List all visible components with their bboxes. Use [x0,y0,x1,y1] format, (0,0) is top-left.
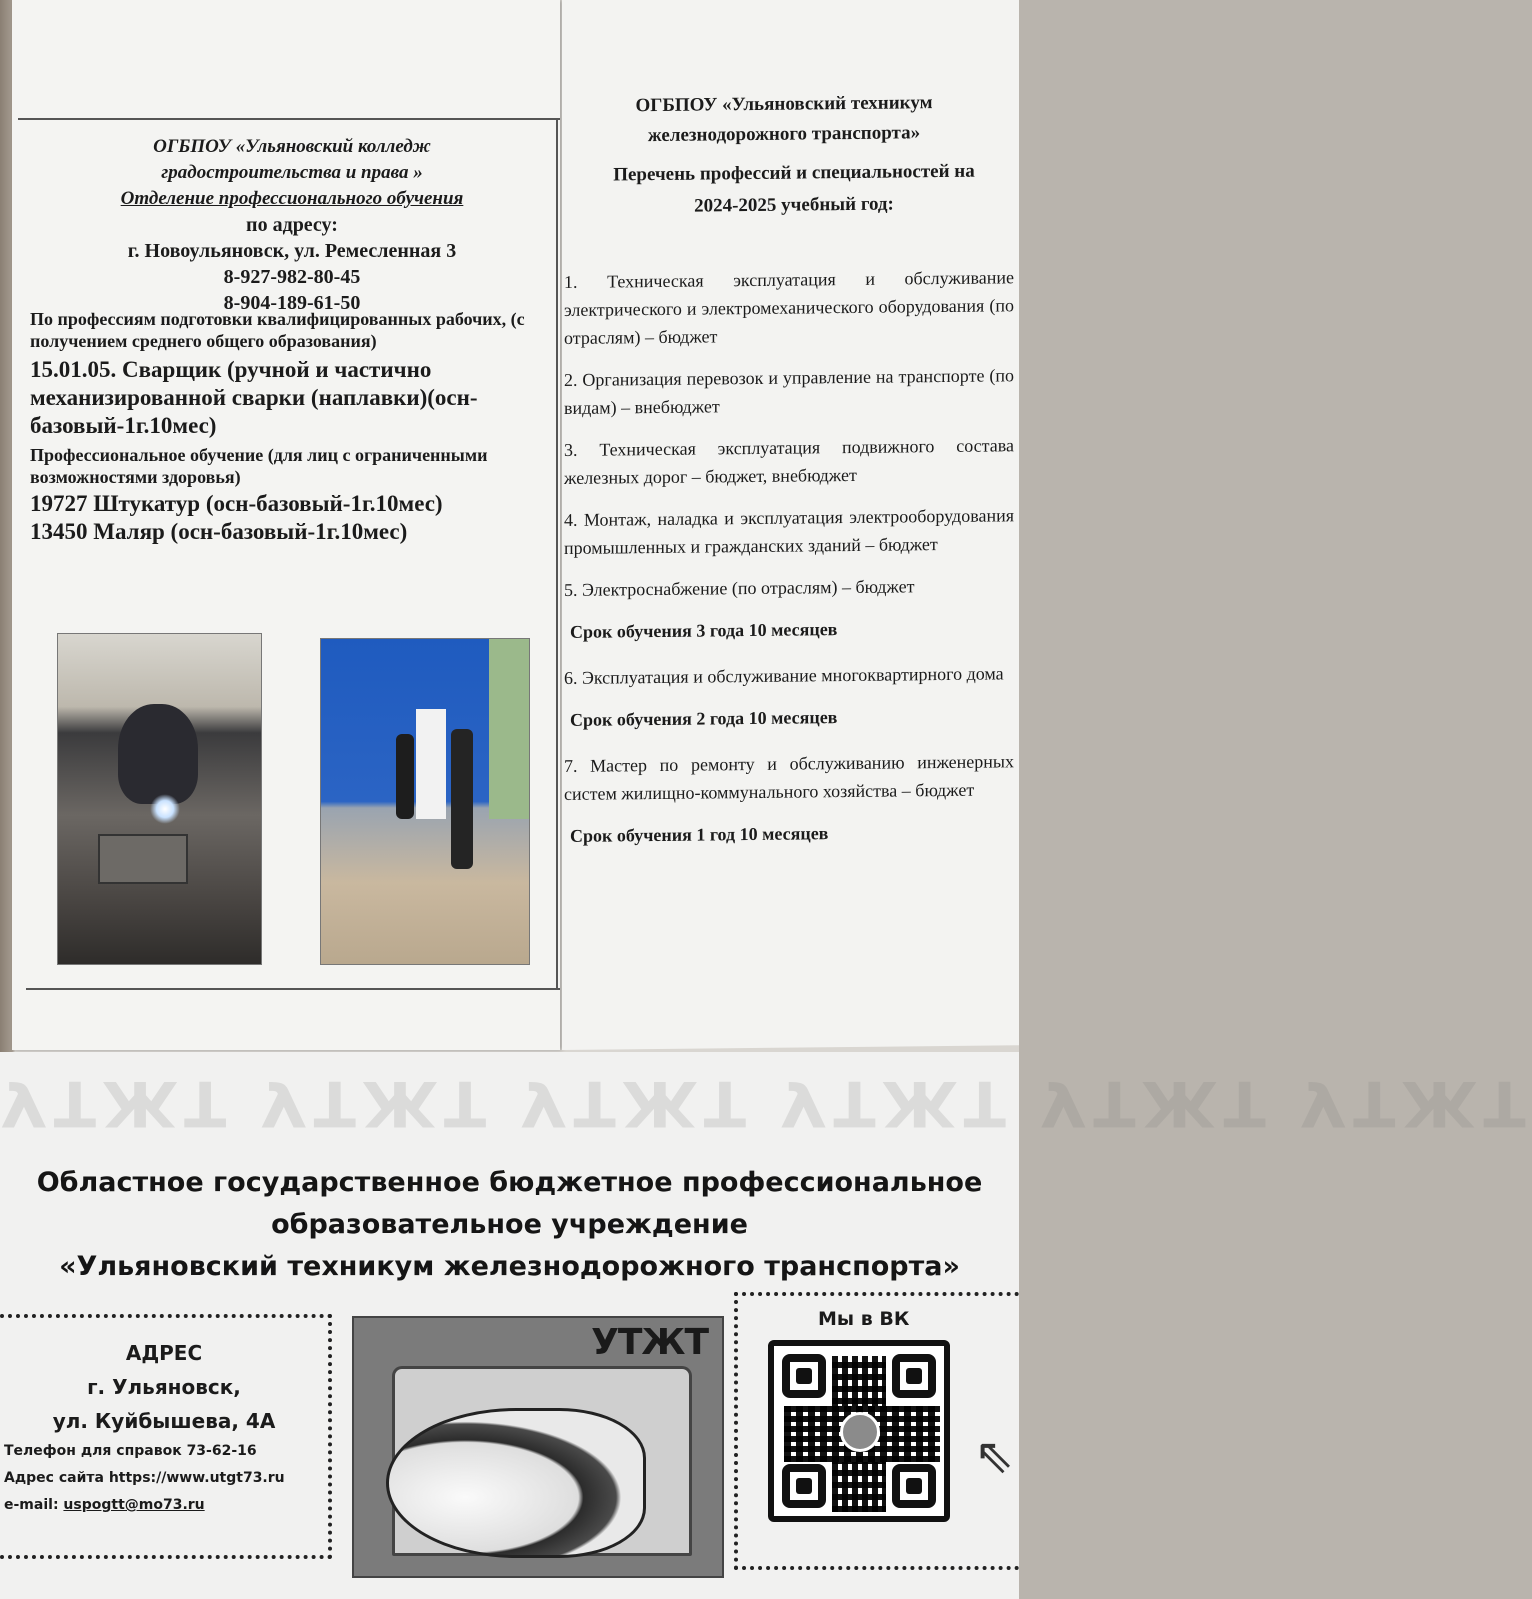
college-name-line-1: ОГБПОУ «Ульяновский колледж [153,136,431,157]
address-street: ул. Куйбышева, 4А [52,1409,276,1433]
email-link[interactable]: uspogtt@mo73.ru [63,1497,205,1513]
left-flyer-body [30,308,550,546]
address-city: г. Ульяновск, [87,1375,241,1399]
vk-box [734,1292,1019,1570]
list-item: 6. Эксплуатация и обслуживание многоквартирного дома [564,663,1004,688]
qr-finder [892,1354,936,1398]
address-heading: АДРЕС [125,1341,203,1365]
qr-finder [782,1354,826,1398]
logo-text: УТЖТ [591,1322,708,1363]
painting-photo [320,638,530,965]
title-line-1: Областное государственное бюджетное профессиональное [36,1167,983,1198]
easel [416,709,446,819]
window [489,639,529,819]
email-info [0,1492,328,1519]
address-box [0,1314,332,1559]
qr-center-logo [840,1412,880,1452]
bottom-flyer [0,1052,1532,1599]
student-figure [396,734,414,819]
address: г. Новоульяновск, ул. Ремесленная 3 [127,240,457,262]
title-line-2: образовательное учреждение [271,1209,748,1240]
training-note: Профессиональное обучение (для лиц с ограниченными возможностями здоровья) [30,445,488,487]
vk-label: Мы в ВК [818,1308,910,1330]
divider [556,118,558,988]
email-label: e-mail: [4,1497,64,1513]
list-item: 7. Мастер по ремонту и обслуживанию инженерных систем жилищно-коммунального хозяйства – бюджет [564,751,1014,804]
welding-photo [57,633,262,965]
study-term: Срок обучения 2 года 10 месяцев [570,707,838,730]
list-item: 2. Организация перевозок и управление на транспорте (по видам) – внебюджет [564,365,1014,418]
intro-text: По профессиям подготовки квалифицированных рабочих, (с получением среднего общего образования) [30,309,525,351]
left-flyer-header [32,134,552,316]
qr-finder [782,1464,826,1508]
qr-finder [892,1464,936,1508]
phone-1: 8-927-982-80-45 [223,266,361,288]
phone-info: Телефон для справок 73-62-16 [4,1443,257,1459]
right-flyer [562,0,1019,1050]
welding-helmet [118,704,198,804]
study-term: Срок обучения 3 года 10 месяцев [570,619,838,642]
department-name: Отделение профессионального обучения [120,188,464,209]
profession-painter: 13450 Маляр (осн-базовый-1г.10мес) [30,519,408,544]
specialty-list [564,263,1014,868]
list-title-line-1: Перечень профессий и специальностей на [613,160,975,186]
student-figure [451,729,473,869]
divider [26,988,560,990]
college-logo [352,1316,724,1578]
address-label: по адресу: [246,214,338,236]
qr-code-icon[interactable] [768,1340,950,1522]
divider [18,118,560,120]
title-line-3: «Ульяновский техникум железнодорожного транспорта» [59,1251,960,1282]
phone-2: 8-904-189-61-50 [223,292,361,314]
list-item: 5. Электроснабжение (по отраслям) – бюджет [564,576,915,600]
right-flyer-header [574,87,994,151]
website-info: Адрес сайта https://www.utgt73.ru [4,1470,285,1486]
welding-table [98,834,188,884]
college-name-line-2: градостроительства и права » [161,162,423,183]
technikum-name-line-2: железнодорожного транспорта» [647,122,921,147]
list-item: 3. Техническая эксплуатация подвижного состава железных дорог – бюджет, внебюджет [564,435,1014,488]
institution-title [0,1162,1019,1288]
technikum-name-line-1: ОГБПОУ «Ульяновский техникум [635,92,933,117]
list-item: 4. Монтаж, наладка и эксплуатация электрооборудования промышленных и гражданских зданий – бюджет [564,505,1014,558]
study-term: Срок обучения 1 год 10 месяцев [570,823,829,846]
profession-plasterer: 19727 Штукатур (осн-базовый-1г.10мес) [30,491,443,516]
profession-welder: 15.01.05. Сварщик (ручной и частично механизированной сварки (наплавки)(осн-базовый-1г.10мес) [30,357,478,438]
welding-spark [150,794,180,824]
train-icon [386,1408,646,1558]
list-item: 1. Техническая эксплуатация и обслуживание электрического и электромеханического оборудования (по отраслям) – бюджет [564,267,1014,348]
list-title [574,155,1014,224]
list-title-line-2: 2024-2025 учебный год: [694,193,894,217]
show-through-print: УТЖТ УТЖТ УТЖТ УТЖТ УТЖТ УТЖТ [0,1067,1532,1140]
cursor-arrow-icon: ⇖ [974,1428,1015,1484]
left-flyer [12,0,560,1050]
